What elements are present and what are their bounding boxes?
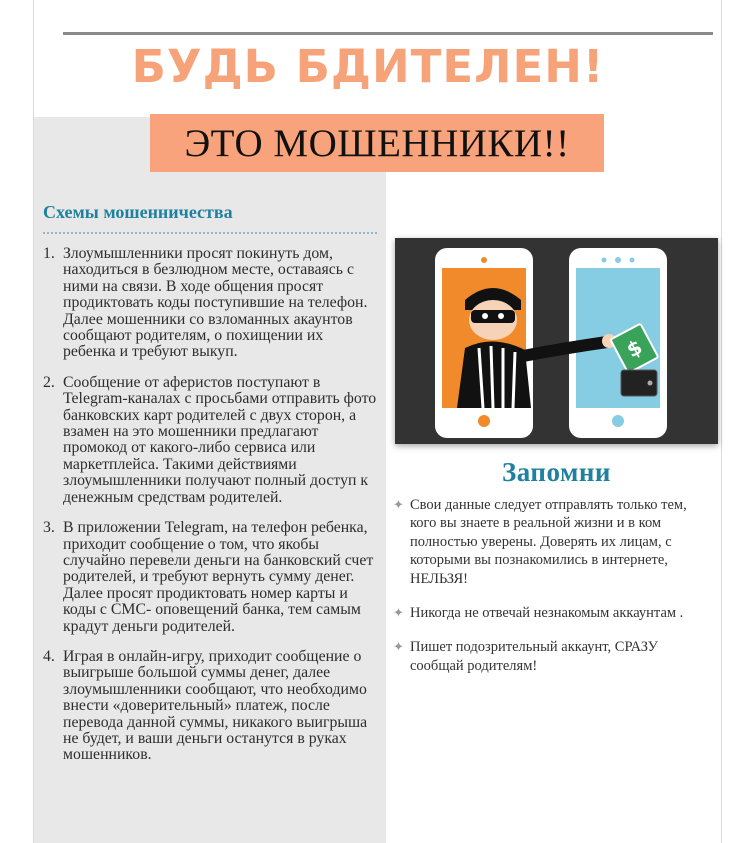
item-text: Играя в онлайн-игру, приходит сообщение о выигрыше большой суммы денег, далее злоумышленники сообщают, что необходимо внести «доверительный» платеж, после перевода данной суммы, никакого выигрыша не будет, и ваши деньги останутся в руках мошенников. (63, 647, 368, 764)
top-divider (63, 32, 713, 35)
list-item (43, 649, 377, 764)
item-text: Никогда не отвечай незнакомым аккаунтам . (410, 605, 684, 622)
star-bullet-icon: ✦ (393, 639, 404, 655)
item-text: Свои данные следует отправлять только тем, кого вы знаете в реальной жизни и в ком полностью уверены. Доверять их лицам, с которыми вы познакомились в интернете, НЕЛЬЗЯ! (410, 497, 687, 587)
scam-illustration (395, 238, 718, 444)
dotted-divider (43, 232, 377, 234)
list-item (43, 520, 377, 635)
thief-mask (471, 310, 515, 323)
list-item (393, 496, 693, 588)
right-phone-button (612, 415, 624, 427)
left-phone-button (478, 415, 490, 427)
item-number: 1. (43, 245, 55, 262)
page-edge-right (721, 0, 722, 843)
star-bullet-icon: ✦ (393, 605, 404, 621)
remember-title: Запомни (502, 457, 611, 487)
right-phone-dot-left (602, 258, 607, 263)
list-item (43, 375, 377, 506)
phones-thief-picture (395, 238, 718, 444)
left-phone-camera (481, 257, 487, 263)
remember-list (393, 496, 693, 691)
right-phone-camera (615, 257, 621, 263)
item-text: Сообщение от аферистов поступают в Telegram-каналах с просьбами отправить фото банковских карт родителей с двух сторон, а взамен на это мошенники предлагают промокод от какого-либо сервиса или маркетплейса. Такими действиями злоумышленники получают полный доступ к денежным средствам родителей. (63, 373, 377, 506)
item-number: 2. (43, 373, 55, 391)
star-bullet-icon: ✦ (393, 497, 404, 512)
item-text: Пишет подозрительный аккаунт, СРАЗУ сообщай родителям! (410, 639, 658, 674)
schemes-title: Схемы мошенничества (43, 202, 233, 222)
list-item (393, 638, 693, 675)
page-headline: БУДЬ БДИТЕЛЕН! (131, 40, 605, 93)
list-item (393, 604, 693, 622)
list-item (43, 246, 377, 361)
item-text: Злоумышленники просят покинуть дом, находиться в безлюдном месте, оставаясь с ними на связи. В ходе общения просят продиктовать коды поступившие на телефон. Далее мошенники со взломанных акаунтов сообщают родителям, о похищении их ребенка и требуют выкуп. (63, 245, 368, 361)
item-text: В приложении Telegram, на телефон ребенка, приходит сообщение о том, что якобы случайно перевели деньги на банковский счет родителей, и требуют вернуть сумму денег. Далее просят продиктовать номер карты и коды с СМС- оповещений банка, тем самым крадут деньги родителей. (63, 519, 374, 635)
item-number: 4. (43, 647, 55, 665)
money-sign: $ (622, 334, 647, 363)
schemes-list (43, 246, 377, 778)
warning-banner: ЭТО МОШЕННИКИ!! (150, 114, 604, 172)
right-phone-dot-right (630, 258, 635, 263)
item-number: 3. (43, 519, 55, 537)
